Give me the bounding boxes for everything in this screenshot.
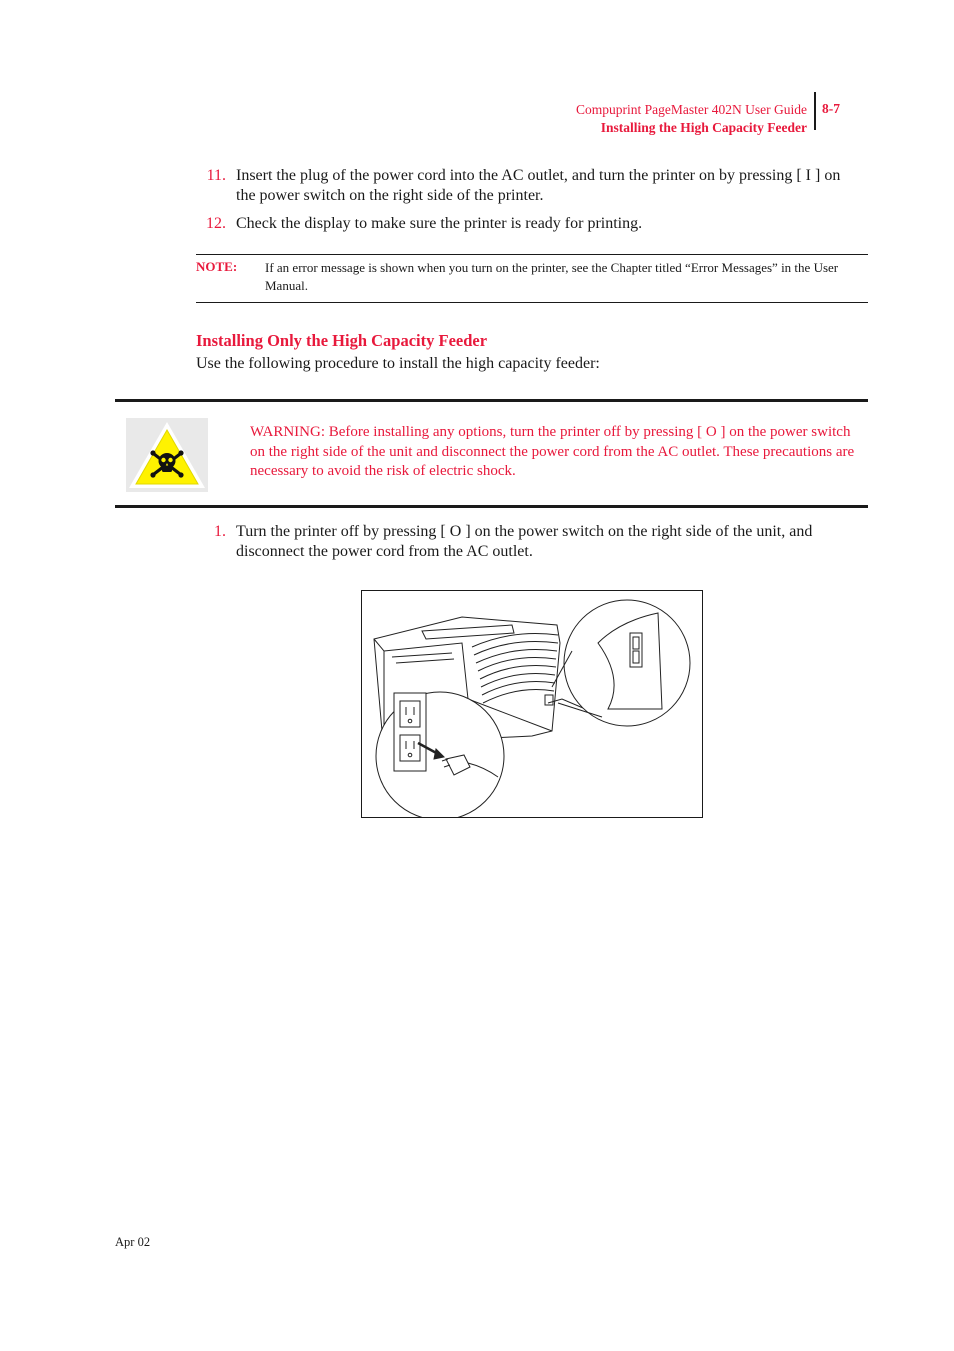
step-text: Turn the printer off by pressing [ O ] on the power switch on the right side of the unit, and disconnect the power cord from the AC outlet. [236, 523, 813, 560]
step-number: 1. [214, 523, 226, 540]
note-top-rule [196, 254, 868, 255]
note-text: If an error message is shown when you turn on the printer, see the Chapter titled “Error Messages” in the User Manual. [265, 260, 839, 293]
printer-power-illustration [361, 590, 703, 818]
warning-top-rule [115, 399, 868, 402]
step-text: Check the display to make sure the printer is ready for printing. [236, 215, 643, 232]
warning-text: WARNING: Before installing any options, turn the printer off by pressing [ O ] on the power switch on the right side of the unit and disconnect the power cord from the AC outlet. These precautions are necessary to avoid the risk of electric shock. [250, 424, 855, 479]
step-text: Insert the plug of the power cord into the AC outlet, and turn the printer on by pressing [ I ] on the power switch on the right side of the printer. [236, 167, 841, 204]
ac-outlet-zoom [376, 692, 504, 817]
section-title: Installing the High Capacity Feeder [600, 120, 807, 135]
footer-date: Apr 02 [115, 1235, 151, 1249]
warning-bottom-rule [115, 505, 868, 508]
note-bottom-rule [196, 302, 868, 303]
page-number: 8-7 [822, 101, 840, 116]
running-header [480, 101, 807, 137]
header-divider [814, 92, 816, 130]
section-intro: Use the following procedure to install the high capacity feeder: [196, 355, 600, 372]
skull-crossbones-hazard-icon [126, 418, 208, 492]
section-heading: Installing Only the High Capacity Feeder [196, 331, 488, 350]
power-switch-zoom [552, 600, 690, 726]
note-label: NOTE: [196, 259, 238, 274]
step-number: 12. [206, 215, 226, 232]
guide-title: Compuprint PageMaster 402N User Guide [576, 102, 807, 117]
step-number: 11. [206, 167, 226, 184]
